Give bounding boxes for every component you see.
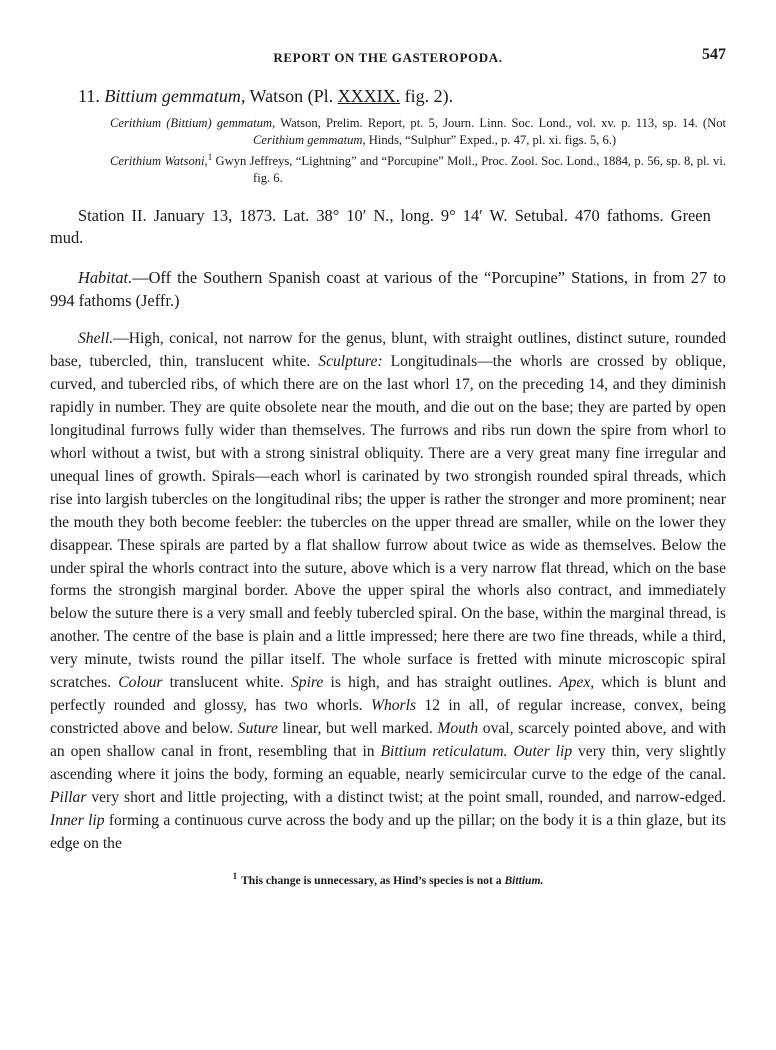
- species-name: Bittium gemmatum,: [104, 86, 246, 106]
- species-heading: [78, 86, 726, 107]
- shell-text: translucent white.: [162, 674, 291, 692]
- figure-ref: fig. 2).: [404, 86, 454, 106]
- shell-text: very short and little projecting, with a distinct twist; at the point small, rounded, and narrow-edged.: [86, 789, 726, 807]
- suture-label: Suture: [237, 720, 278, 738]
- synonym-name: Cerithium (Bittium) gemmatum,: [110, 116, 276, 130]
- footnote-mark: 1: [232, 871, 238, 882]
- synonymy: [50, 115, 726, 187]
- shell-text: oval, scarcely pointed above, and with an open shallow canal in front, resembling that in: [50, 720, 727, 761]
- shell-text: which is blunt and perfectly rounded and glossy, has two whorls.: [50, 674, 727, 715]
- synonym-entry: [50, 115, 726, 149]
- footnote-text: This change is unnecessary, as Hind’s species is not a: [241, 874, 505, 888]
- synonym-name: Cerithium Watsoni,: [110, 154, 208, 169]
- spire-label: Spire: [291, 674, 324, 692]
- habitat-label: Habitat.: [78, 267, 133, 287]
- mouth-label: Mouth: [437, 720, 479, 738]
- shell-text: —High, conical, not narrow for the genus, blunt, with straight outlines, distinct suture, rounded base, tubercled, thin, translucent white.: [50, 329, 726, 370]
- footnote: [50, 871, 726, 887]
- synonym-citation-end: Hinds, “Sulphur” Exped., p. 47, pl. xi. figs. 5, 6.): [365, 133, 617, 147]
- colour-label: Colour: [118, 674, 163, 692]
- species-number: 11.: [78, 86, 100, 106]
- station-paragraph: Station II. January 13, 1873. Lat. 38° 10′ N., long. 9° 14′ W. Setubal. 470 fathoms. Green mud.: [50, 206, 711, 248]
- apex-label: Apex,: [559, 674, 595, 692]
- page-number: 547: [702, 46, 726, 63]
- habitat-paragraph: [50, 266, 726, 312]
- page: [50, 46, 726, 887]
- shell-text: linear, but well marked.: [277, 720, 438, 738]
- footnote-italic: Bittium.: [504, 874, 544, 888]
- shell-text: 12 in all, of regular increase, convex, being constricted above and below.: [50, 697, 726, 738]
- species-author: Watson (Pl.: [249, 86, 334, 106]
- footnote-ref: 1: [207, 152, 213, 162]
- sculpture-label: Sculpture:: [318, 352, 383, 370]
- synonym-entry: [50, 149, 726, 187]
- page-header: [50, 46, 726, 70]
- shell-text: Longitudinals—the whorls are crossed by oblique, curved, and tubercled ribs, of which there are on the last whorl 17, on the preceding 14, and they diminish rapidly in number. They are quite obsolete near the mouth, and die out on the base; they are parted by open longitudinal furrows fully wider than themselves. The furrows and ribs run down the spire from whorl to whorl without a twist, but with a strong sinistral obliquity. There are a very great many fine irregular and unequal lines of growth. Spirals—each whorl is carinated by two strongish rounded spiral threads, which rise into largish tubercles on the longitudinal ribs; the upper is rather the stronger and more prominent; near the mouth they both become feebler: the tubercles on the upper thread are smaller, while on the lower they disappear. These spirals are parted by a flat shallow furrow about twice as wide as themselves. Below the under spiral the whorls contract into the suture, above which is a very narrow flat thread, which on the base forms the strongish marginal border. Above the upper spiral the whorls also contract, and immediately below the suture there is a very small and feebly tubercled spiral. On the base, within the marginal thread, is another. The centre of the base is plain and a little impressed; here there are two fine threads, while a third, very minute, twists round the pillar itself. The whole surface is fretted with minute microscopic spiral scratches.: [50, 352, 726, 692]
- shell-text: forming a continuous curve across the body and up the pillar; on the body it is a thin glaze, but its edge on the: [50, 811, 726, 852]
- synonym-not-name: Cerithium gemmatum,: [253, 133, 366, 147]
- habitat-text: —Off the Southern Spanish coast at various of the “Porcupine” Stations, in from 27 to 994 fathoms (Jeffr.): [50, 267, 726, 310]
- pillar-label: Pillar: [50, 789, 87, 807]
- running-head: REPORT ON THE GASTEROPODA.: [273, 50, 503, 65]
- synonym-citation: Watson, Prelim. Report, pt. 5, Journ. Linn. Soc. Lond., vol. xv. p. 113, sp. 14. (Not: [280, 116, 726, 130]
- shell-text: is high, and has straight outlines.: [323, 674, 560, 692]
- inner-lip-label: Inner lip: [50, 811, 105, 829]
- shell-label: Shell.: [78, 329, 114, 347]
- species-reference: Bittium reticulatum.: [380, 743, 508, 761]
- whorls-label: Whorls: [370, 697, 417, 715]
- plate-number: XXXIX.: [337, 86, 401, 106]
- shell-text: very thin, very slightly ascending where it joins the body, forming an equable, nearly semicircular curve to the edge of the canal.: [50, 743, 726, 784]
- synonym-citation: Gwyn Jeffreys, “Lightning” and “Porcupine” Moll., Proc. Zool. Soc. Lond., 1884, p. 56, sp. 8, pl. vi. fig. 6.: [212, 154, 726, 186]
- outer-lip-label: Outer lip: [513, 743, 573, 761]
- shell-description: [50, 328, 726, 856]
